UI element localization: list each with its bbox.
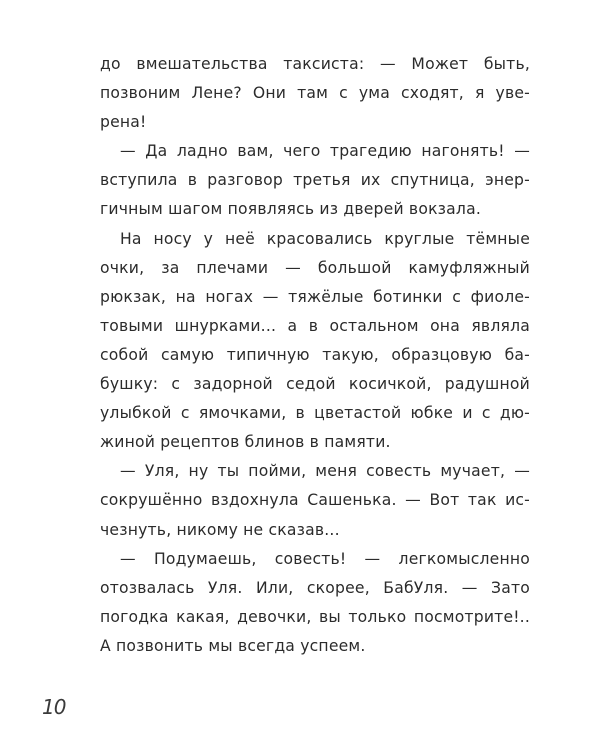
text-line: товыми шнурками... а в остальном она являла <box>100 316 530 335</box>
text-line: На носу у неё красовались круглые тёмные <box>120 229 530 248</box>
text-line: до вмешательства таксиста: — Может быть, <box>100 55 530 73</box>
text-line: чезнуть, никому не сказав... <box>100 520 340 539</box>
text-line: — Уля, ну ты пойми, меня совесть мучает, — <box>120 462 530 481</box>
text-line: — Да ладно вам, чего трагедию нагонять! — <box>120 142 530 161</box>
text-line: А позвонить мы всегда успеем. <box>100 636 366 655</box>
text-line: бушку: с задорной седой косичкой, радушной <box>100 375 530 394</box>
text-line: погодка какая, девочки, вы только посмотрите!.. <box>100 607 530 626</box>
text-line: рюкзак, на ногах — тяжёлые ботинки с фиоле- <box>100 287 530 306</box>
body-text <box>100 50 530 661</box>
text-line: — Подумаешь, совесть! — легкомысленно <box>120 549 530 568</box>
page-number: 10 <box>42 695 66 719</box>
text-line: сокрушённо вздохнула Сашенька. — Вот так ис- <box>100 491 530 510</box>
text-line: собой самую типичную такую, образцовую ба- <box>100 345 530 364</box>
text-line: отозвалась Уля. Или, скорее, БабУля. — Зато <box>100 578 530 597</box>
text-line: позвоним Лене? Они там с ума сходят, я уве- <box>100 84 530 103</box>
text-line: рена! <box>100 113 147 132</box>
text-line: жиной рецептов блинов в памяти. <box>100 433 391 452</box>
text-line: вступила в разговор третья их спутница, энер- <box>100 171 530 190</box>
text-line: очки, за плечами — большой камуфляжный <box>100 258 530 277</box>
text-line: гичным шагом появляясь из дверей вокзала. <box>100 200 482 219</box>
text-line: улыбкой с ямочками, в цветастой юбке и с дю- <box>100 404 530 423</box>
